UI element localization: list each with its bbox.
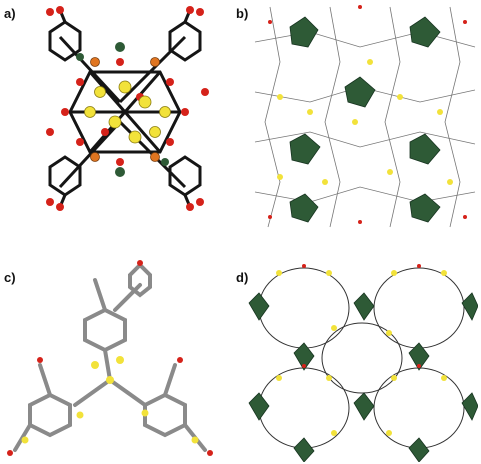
panel-d-framework-model <box>244 258 478 462</box>
panel-label-a: a) <box>4 6 16 21</box>
panel-b-packing-model <box>250 2 478 230</box>
panel-a-cluster-model <box>20 2 235 227</box>
packing-polyhedra-image <box>250 2 478 230</box>
stick-model-image <box>0 255 235 460</box>
cluster-ball-and-stick-image <box>20 2 235 227</box>
framework-network-image <box>244 258 478 462</box>
panel-label-c: c) <box>4 270 16 285</box>
panel-c-stick-model <box>0 255 235 460</box>
panel-label-d: d) <box>236 270 249 285</box>
panel-label-b: b) <box>236 6 249 21</box>
